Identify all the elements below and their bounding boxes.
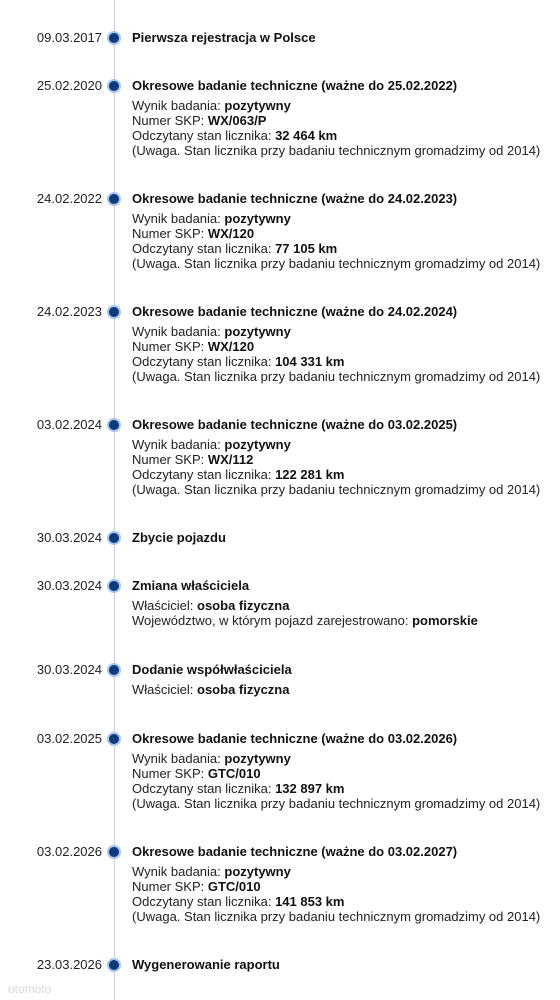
detail-line xyxy=(132,226,540,241)
detail-label: Odczytany stan licznika: xyxy=(132,128,276,143)
event-details xyxy=(132,751,540,811)
timeline-dot-icon xyxy=(107,192,121,206)
event-details xyxy=(132,437,540,497)
detail-label: Wynik badania: xyxy=(132,437,225,452)
detail-label: Numer SKP: xyxy=(132,339,208,354)
event-date: 03.02.2026 xyxy=(36,844,102,859)
detail-line xyxy=(132,864,540,879)
event-details xyxy=(132,682,289,697)
detail-line xyxy=(132,369,540,384)
detail-value: pozytywny xyxy=(224,751,291,766)
event-details xyxy=(132,324,540,384)
timeline-dot-icon xyxy=(107,418,121,432)
detail-label: Odczytany stan licznika: xyxy=(132,781,276,796)
detail-value: osoba fizyczna xyxy=(197,598,290,613)
detail-label: Wynik badania: xyxy=(132,211,225,226)
event-date: 09.03.2017 xyxy=(36,30,102,45)
detail-label: (Uwaga. Stan licznika przy badaniu technicznym gromadzimy od 2014) xyxy=(132,256,541,271)
event-date: 23.03.2026 xyxy=(36,957,102,972)
detail-label: (Uwaga. Stan licznika przy badaniu technicznym gromadzimy od 2014) xyxy=(132,796,541,811)
detail-line xyxy=(132,613,478,628)
detail-value: WX/120 xyxy=(207,339,255,354)
timeline-dot-icon xyxy=(107,305,121,319)
detail-label: Numer SKP: xyxy=(132,113,208,128)
detail-value: WX/063/P xyxy=(207,113,267,128)
detail-line xyxy=(132,452,540,467)
detail-line xyxy=(132,598,478,613)
detail-label: Wynik badania: xyxy=(132,751,225,766)
detail-value: pozytywny xyxy=(224,437,291,452)
detail-label: Odczytany stan licznika: xyxy=(132,894,276,909)
event-title: Dodanie współwłaściciela xyxy=(132,662,292,677)
detail-value: 132 897 km xyxy=(275,781,345,796)
detail-line xyxy=(132,467,540,482)
timeline-dot-icon xyxy=(107,31,121,45)
detail-label: (Uwaga. Stan licznika przy badaniu technicznym gromadzimy od 2014) xyxy=(132,909,541,924)
event-title: Okresowe badanie techniczne (ważne do 24.02.2024) xyxy=(132,304,458,319)
detail-value: 141 853 km xyxy=(275,894,345,909)
event-details xyxy=(132,98,540,158)
detail-value: osoba fizyczna xyxy=(197,682,290,697)
detail-value: GTC/010 xyxy=(207,766,261,781)
detail-line xyxy=(132,482,540,497)
event-title: Okresowe badanie techniczne (ważne do 24.02.2023) xyxy=(132,191,458,206)
detail-line xyxy=(132,211,540,226)
detail-line xyxy=(132,339,540,354)
detail-line xyxy=(132,143,540,158)
event-title: Okresowe badanie techniczne (ważne do 03.02.2027) xyxy=(132,844,458,859)
detail-label: Numer SKP: xyxy=(132,766,208,781)
detail-label: Wynik badania: xyxy=(132,324,225,339)
detail-value: pozytywny xyxy=(224,98,291,113)
event-date: 30.03.2024 xyxy=(36,578,102,593)
detail-label: (Uwaga. Stan licznika przy badaniu technicznym gromadzimy od 2014) xyxy=(132,143,541,158)
event-details xyxy=(132,211,540,271)
event-details xyxy=(132,864,540,924)
detail-line xyxy=(132,437,540,452)
detail-value: GTC/010 xyxy=(207,879,261,894)
detail-value: pozytywny xyxy=(224,211,291,226)
detail-line xyxy=(132,796,540,811)
detail-line xyxy=(132,324,540,339)
detail-line xyxy=(132,354,540,369)
timeline-dot-icon xyxy=(107,732,121,746)
detail-line xyxy=(132,241,540,256)
detail-line xyxy=(132,256,540,271)
detail-value: 122 281 km xyxy=(275,467,345,482)
detail-label: Odczytany stan licznika: xyxy=(132,241,276,256)
detail-line xyxy=(132,909,540,924)
event-date: 24.02.2022 xyxy=(36,191,102,206)
event-date: 30.03.2024 xyxy=(36,530,102,545)
event-date: 24.02.2023 xyxy=(36,304,102,319)
event-title: Zbycie pojazdu xyxy=(132,530,226,545)
detail-value: 77 105 km xyxy=(275,241,338,256)
detail-label: (Uwaga. Stan licznika przy badaniu technicznym gromadzimy od 2014) xyxy=(132,369,541,384)
detail-label: Odczytany stan licznika: xyxy=(132,354,276,369)
timeline-dot-icon xyxy=(107,958,121,972)
detail-line xyxy=(132,751,540,766)
detail-label: Województwo, w którym pojazd zarejestrowano: xyxy=(132,613,413,628)
detail-value: WX/120 xyxy=(207,226,255,241)
detail-value: 32 464 km xyxy=(275,128,338,143)
detail-value: pomorskie xyxy=(412,613,478,628)
timeline-dot-icon xyxy=(107,531,121,545)
event-date: 03.02.2025 xyxy=(36,731,102,746)
detail-label: Właściciel: xyxy=(132,682,198,697)
detail-line xyxy=(132,781,540,796)
detail-value: 104 331 km xyxy=(275,354,345,369)
detail-line xyxy=(132,98,540,113)
detail-label: (Uwaga. Stan licznika przy badaniu technicznym gromadzimy od 2014) xyxy=(132,482,541,497)
detail-label: Odczytany stan licznika: xyxy=(132,467,276,482)
detail-line xyxy=(132,766,540,781)
detail-line xyxy=(132,894,540,909)
event-title: Pierwsza rejestracja w Polsce xyxy=(132,30,316,45)
event-title: Okresowe badanie techniczne (ważne do 25.02.2022) xyxy=(132,78,458,93)
detail-label: Numer SKP: xyxy=(132,452,208,467)
event-title: Okresowe badanie techniczne (ważne do 03.02.2026) xyxy=(132,731,458,746)
event-title: Zmiana właściciela xyxy=(132,578,250,593)
detail-value: WX/112 xyxy=(207,452,254,467)
detail-label: Numer SKP: xyxy=(132,226,208,241)
event-title: Okresowe badanie techniczne (ważne do 03.02.2025) xyxy=(132,417,458,432)
detail-line xyxy=(132,682,289,697)
event-details xyxy=(132,598,478,628)
timeline-dot-icon xyxy=(107,79,121,93)
detail-label: Właściciel: xyxy=(132,598,198,613)
detail-line xyxy=(132,128,540,143)
detail-label: Wynik badania: xyxy=(132,98,225,113)
event-date: 03.02.2024 xyxy=(36,417,102,432)
timeline-dot-icon xyxy=(107,579,121,593)
event-date: 30.03.2024 xyxy=(36,662,102,677)
detail-line xyxy=(132,879,540,894)
watermark: otomoto xyxy=(8,982,52,996)
detail-label: Numer SKP: xyxy=(132,879,208,894)
detail-label: Wynik badania: xyxy=(132,864,225,879)
timeline-dot-icon xyxy=(107,845,121,859)
timeline-dot-icon xyxy=(107,663,121,677)
detail-value: pozytywny xyxy=(224,324,291,339)
event-date: 25.02.2020 xyxy=(36,78,102,93)
detail-value: pozytywny xyxy=(224,864,291,879)
event-title: Wygenerowanie raportu xyxy=(132,957,280,972)
detail-line xyxy=(132,113,540,128)
